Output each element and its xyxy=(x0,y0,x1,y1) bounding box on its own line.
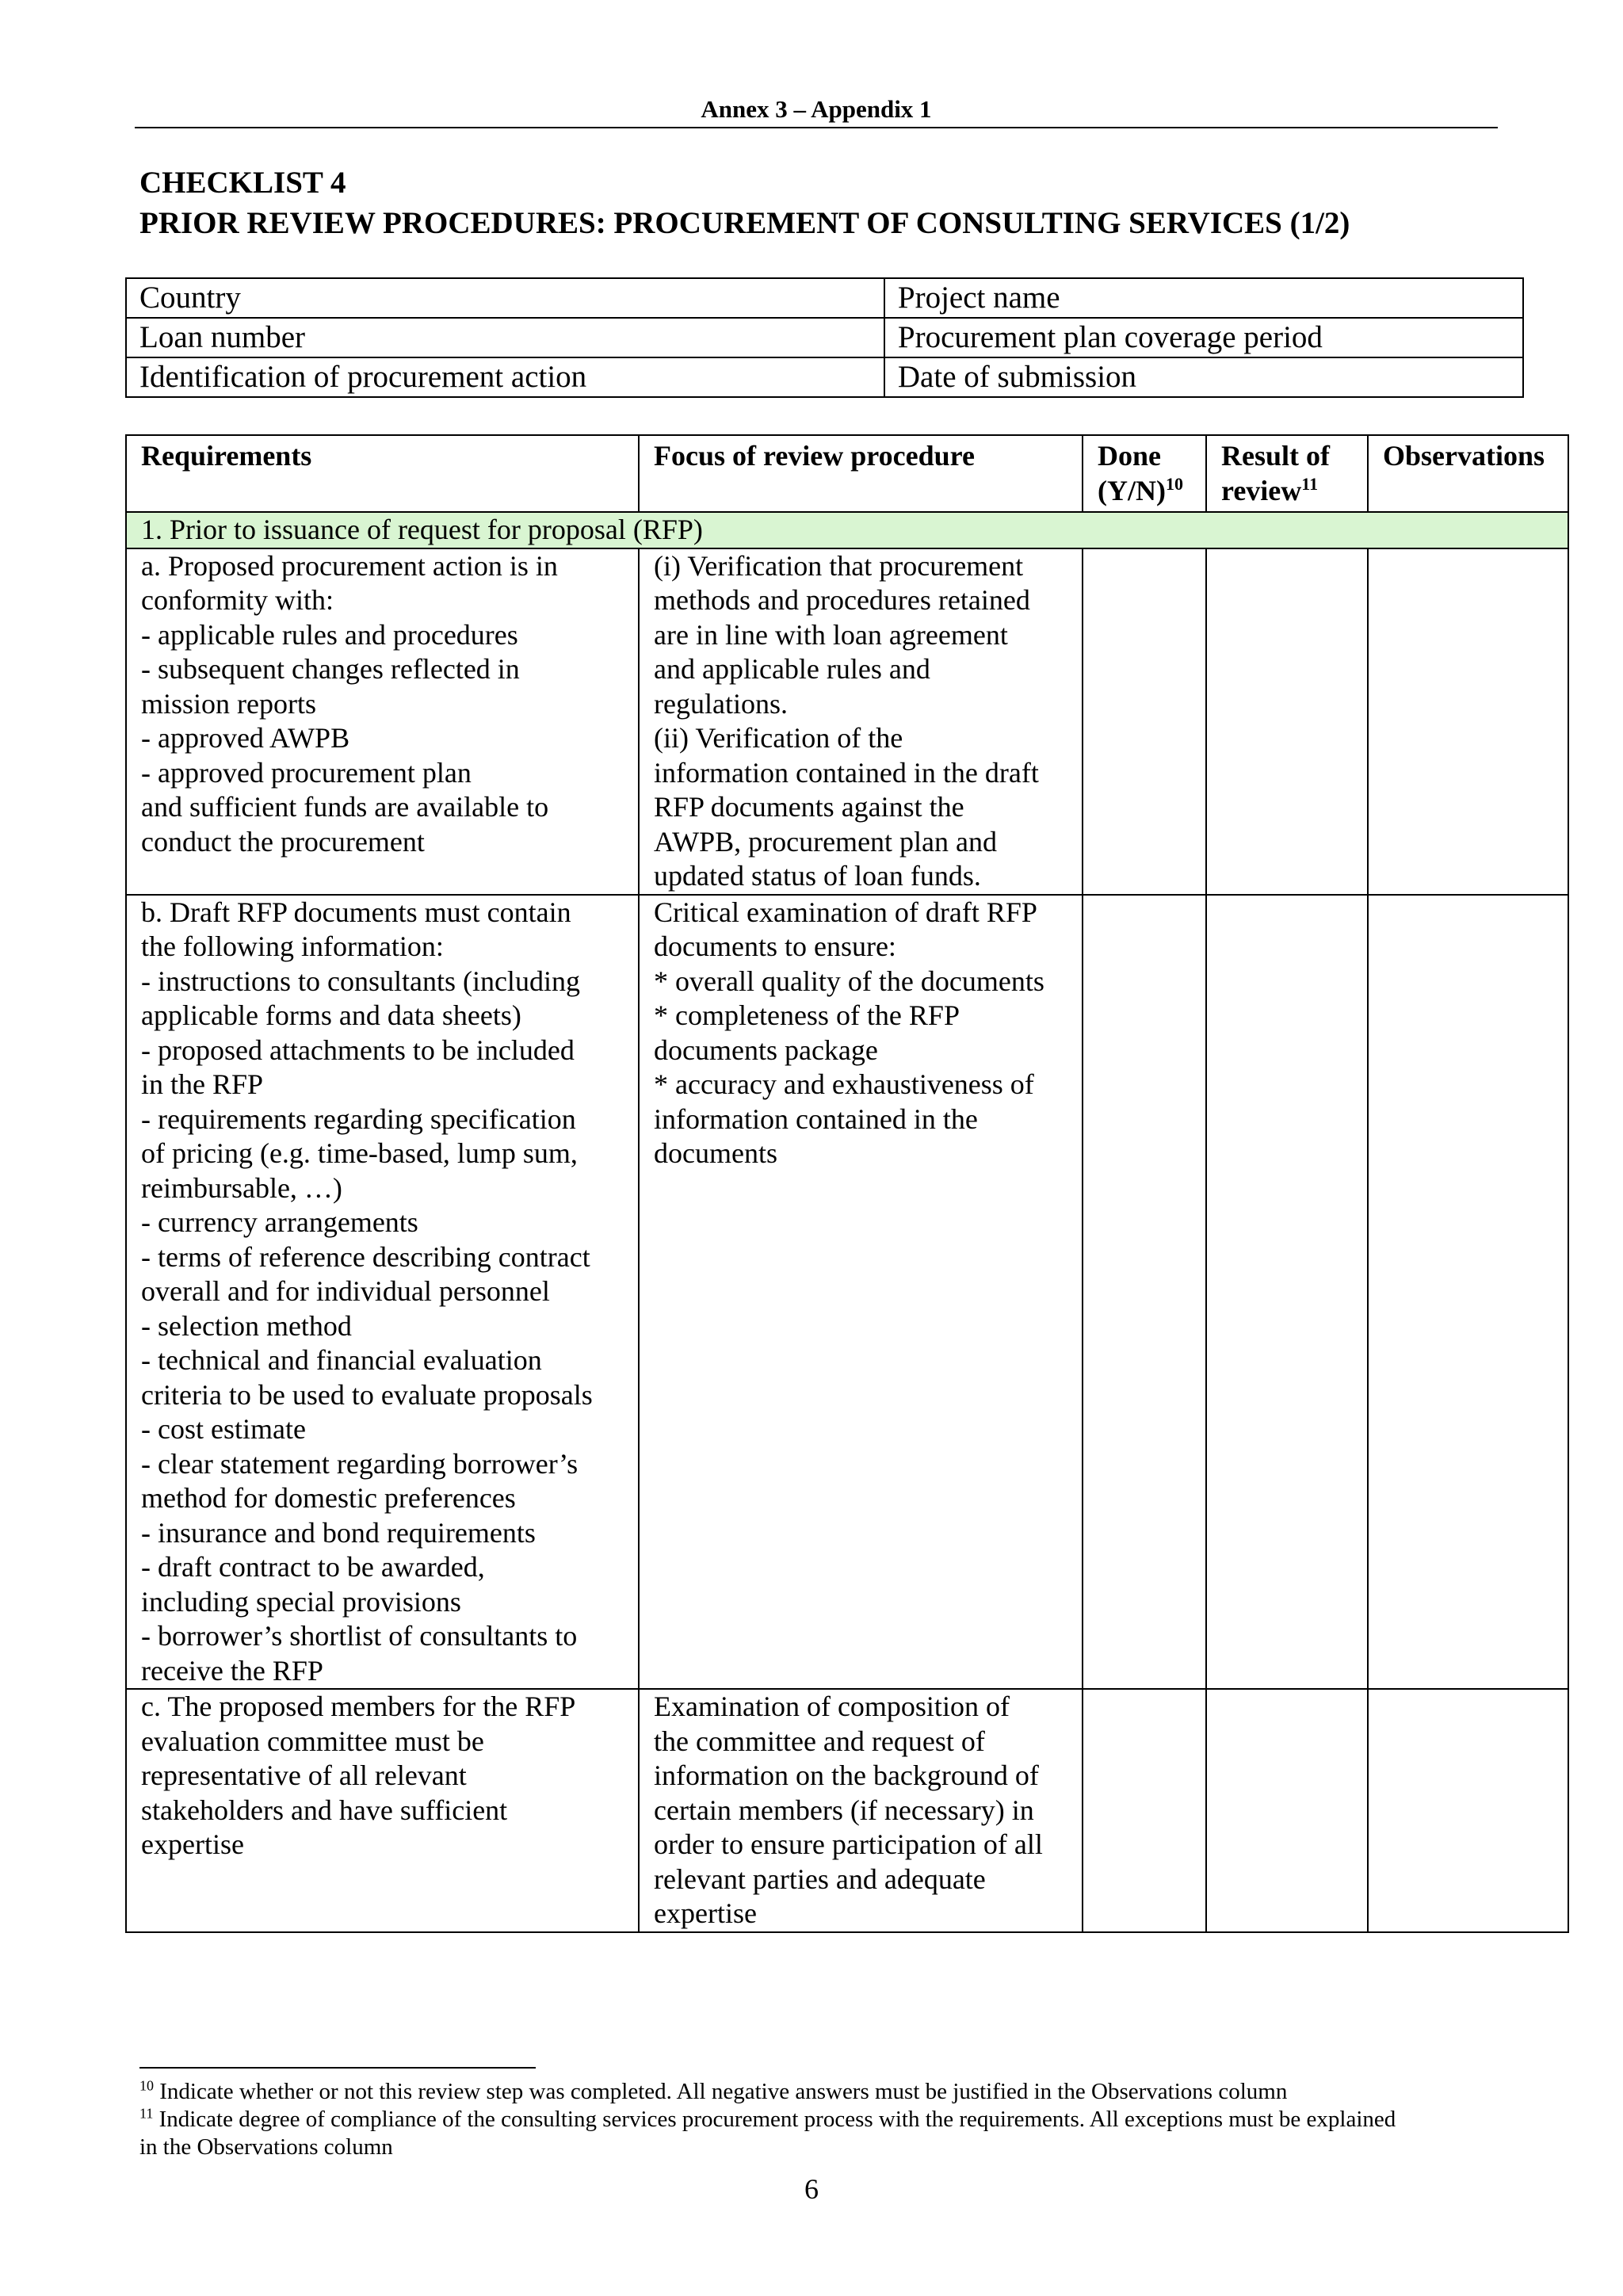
observations-cell[interactable] xyxy=(1368,1689,1568,1932)
cell-text-line: - approved procurement plan xyxy=(141,756,472,789)
cell-text-line: conduct the procurement xyxy=(141,825,425,858)
cell-text-line: RFP documents against the xyxy=(654,791,964,823)
section-row xyxy=(126,512,1568,548)
cell-text-line: evaluation committee must be xyxy=(141,1725,484,1757)
cell-text-line: - technical and financial evaluation xyxy=(141,1344,542,1376)
requirements-header: Requirements xyxy=(126,435,639,512)
cell-text-line: receive the RFP xyxy=(141,1654,323,1687)
result-header-line1: Result of xyxy=(1221,440,1330,472)
cell-text-line: are in line with loan agreement xyxy=(654,618,1008,651)
footnote-mark-10: 10 xyxy=(139,2077,154,2094)
cell-text-line: stakeholders and have sufficient xyxy=(141,1794,508,1826)
cell-text-line: conformity with: xyxy=(141,584,334,616)
focus-cell xyxy=(639,1689,1083,1932)
table-row xyxy=(126,895,1568,1690)
cell-text-line: * completeness of the RFP xyxy=(654,999,960,1031)
cell-text-line: representative of all relevant xyxy=(141,1759,467,1791)
cell-text-line: regulations. xyxy=(654,687,788,720)
focus-header: Focus of review procedure xyxy=(639,435,1083,512)
observations-cell[interactable] xyxy=(1368,895,1568,1690)
result-header-line2: review xyxy=(1221,474,1302,506)
info-row xyxy=(126,318,1523,357)
document-title xyxy=(139,162,1566,243)
footnote-11-continuation: in the Observations column xyxy=(139,2134,393,2160)
observations-header: Observations xyxy=(1368,435,1568,512)
project-name-field[interactable]: Project name xyxy=(884,278,1523,318)
cell-text-line: information contained in the draft xyxy=(654,756,1039,789)
cell-text-line: - instructions to consultants (including xyxy=(141,965,580,997)
result-header xyxy=(1206,435,1368,512)
cell-text-line: - selection method xyxy=(141,1309,352,1342)
cell-text-line: method for domestic preferences xyxy=(141,1482,516,1514)
cell-text-line: - cost estimate xyxy=(141,1413,306,1445)
cell-text-line: order to ensure participation of all xyxy=(654,1828,1043,1860)
result-cell[interactable] xyxy=(1206,548,1368,895)
cell-text-line: - draft contract to be awarded, xyxy=(141,1551,485,1583)
requirement-cell xyxy=(126,1689,639,1932)
cell-text-line: expertise xyxy=(654,1897,757,1929)
observations-cell[interactable] xyxy=(1368,548,1568,895)
cell-text-line: in the RFP xyxy=(141,1068,264,1100)
footnote-mark-11: 11 xyxy=(139,2105,154,2122)
footnote-11 xyxy=(139,2106,1534,2134)
cell-text-line: a. Proposed procurement action is in xyxy=(141,549,558,582)
done-cell[interactable] xyxy=(1083,1689,1206,1932)
cell-text-line: criteria to be used to evaluate proposals xyxy=(141,1378,593,1411)
cell-text-line: - terms of reference describing contract xyxy=(141,1240,590,1273)
focus-cell xyxy=(639,548,1083,895)
footnote-10-text: Indicate whether or not this review step was completed. All negative answers must be justified in the Observations column xyxy=(159,2079,1288,2104)
coverage-period-field[interactable]: Procurement plan coverage period xyxy=(884,318,1523,357)
cell-text-line: the following information: xyxy=(141,930,444,962)
submission-date-field[interactable]: Date of submission xyxy=(884,357,1523,397)
cell-text-line: - borrower’s shortlist of consultants to xyxy=(141,1620,578,1652)
loan-number-field[interactable]: Loan number xyxy=(126,318,884,357)
cell-text-line: relevant parties and adequate xyxy=(654,1862,986,1895)
focus-cell xyxy=(639,895,1083,1690)
footnote-ref-10: 10 xyxy=(1165,473,1183,494)
cell-text-line: - proposed attachments to be included xyxy=(141,1033,575,1066)
cell-text-line: and applicable rules and xyxy=(654,653,930,685)
cell-text-line: including special provisions xyxy=(141,1585,461,1618)
page-number: 6 xyxy=(804,2173,819,2205)
cell-text-line: documents to ensure: xyxy=(654,930,896,962)
done-header-line2: (Y/N) xyxy=(1098,474,1166,506)
requirement-cell xyxy=(126,895,639,1690)
cell-text-line: expertise xyxy=(141,1828,244,1860)
cell-text-line: Critical examination of draft RFP xyxy=(654,896,1037,928)
table-header-row xyxy=(126,435,1568,512)
cell-text-line: of pricing (e.g. time-based, lump sum, xyxy=(141,1137,578,1169)
footnote-divider xyxy=(139,2067,536,2069)
result-cell[interactable] xyxy=(1206,895,1368,1690)
checklist-subtitle: PRIOR REVIEW PROCEDURES: PROCUREMENT OF CONSULTING SERVICES (1/2) xyxy=(139,206,1350,240)
cell-text-line: updated status of loan funds. xyxy=(654,860,981,892)
cell-text-line: - insurance and bond requirements xyxy=(141,1516,536,1549)
checklist-table xyxy=(125,434,1569,1933)
project-info-table xyxy=(125,277,1524,398)
done-cell[interactable] xyxy=(1083,895,1206,1690)
page-header: Annex 3 – Appendix 1 xyxy=(135,94,1498,128)
cell-text-line: Examination of composition of xyxy=(654,1690,1010,1722)
cell-text-line: - approved AWPB xyxy=(141,722,350,754)
cell-text-line: c. The proposed members for the RFP xyxy=(141,1690,576,1722)
section-title: 1. Prior to issuance of request for proposal (RFP) xyxy=(126,512,1568,548)
cell-text-line: - requirements regarding specification xyxy=(141,1102,576,1135)
cell-text-line: - clear statement regarding borrower’s xyxy=(141,1447,579,1480)
cell-text-line: * overall quality of the documents xyxy=(654,965,1044,997)
checklist-title: CHECKLIST 4 xyxy=(139,166,346,200)
cell-text-line: AWPB, procurement plan and xyxy=(654,825,998,858)
country-field[interactable]: Country xyxy=(126,278,884,318)
cell-text-line: reimbursable, …) xyxy=(141,1171,342,1204)
cell-text-line: certain members (if necessary) in xyxy=(654,1794,1034,1826)
info-row xyxy=(126,357,1523,397)
cell-text-line: overall and for individual personnel xyxy=(141,1275,550,1307)
cell-text-line: mission reports xyxy=(141,687,316,720)
cell-text-line: (i) Verification that procurement xyxy=(654,549,1024,582)
done-cell[interactable] xyxy=(1083,548,1206,895)
cell-text-line: documents package xyxy=(654,1033,878,1066)
info-row xyxy=(126,278,1523,318)
cell-text-line: the committee and request of xyxy=(654,1725,985,1757)
footnotes xyxy=(139,2078,1534,2161)
identification-field[interactable]: Identification of procurement action xyxy=(126,357,884,397)
cell-text-line: methods and procedures retained xyxy=(654,584,1030,616)
cell-text-line: b. Draft RFP documents must contain xyxy=(141,896,571,928)
cell-text-line: and sufficient funds are available to xyxy=(141,791,549,823)
result-cell[interactable] xyxy=(1206,1689,1368,1932)
cell-text-line: * accuracy and exhaustiveness of xyxy=(654,1068,1034,1100)
cell-text-line: (ii) Verification of the xyxy=(654,722,903,754)
cell-text-line: - subsequent changes reflected in xyxy=(141,653,520,685)
table-row xyxy=(126,1689,1568,1932)
table-row xyxy=(126,548,1568,895)
cell-text-line: - currency arrangements xyxy=(141,1206,418,1238)
footnote-ref-11: 11 xyxy=(1301,473,1319,494)
cell-text-line: - applicable rules and procedures xyxy=(141,618,518,651)
done-header-line1: Done xyxy=(1098,440,1161,472)
cell-text-line: applicable forms and data sheets) xyxy=(141,999,521,1031)
cell-text-line: information on the background of xyxy=(654,1759,1039,1791)
cell-text-line: information contained in the xyxy=(654,1102,978,1135)
cell-text-line: documents xyxy=(654,1137,777,1169)
done-header xyxy=(1083,435,1206,512)
requirement-cell xyxy=(126,548,639,895)
footnote-11-text: Indicate degree of compliance of the consulting services procurement process with the requirements. All exceptions must be explained xyxy=(158,2107,1396,2132)
footnote-10 xyxy=(139,2078,1534,2106)
